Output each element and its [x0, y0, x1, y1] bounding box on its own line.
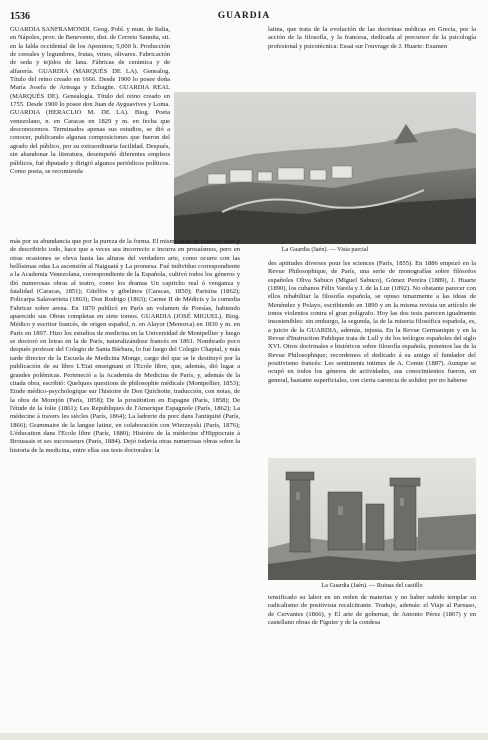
entry-text: más por su abundancia que por la pureza de la forma. El mismo afán de cantarlo todo y de describirlo todo, hace que a veces sea incorrecto e incurra en prosaísmos, pero en otras ocasiones se eleva hasta las alturas del verdadero arte, como ocurre con las bellísimas odas La ascensión al Naiguatá y La promesa. Fué individuo correspondiente a la Academia Venezolana, correspondiente de la Española, cultivó todos los géneros y dió numerosas obras al teatro, como los dramas Un capricho real ó venganza y fatalidad (Caracas, 1851); Güelfos y gibelinos (Caracas, 1850); Parisina (1862); Policarpa Salavarrieta (1863); Don Rodrigo (1863); Carme II de Médicis y la comedia Fabricar sobre arena. En 1870 publicó en París un volumen de Poesías, habiendo aparecido sus Obras completas en siete tomos. GUARDIA (JOSÉ MIGUEL). Biog. Médico y escritor francés, de origen español, n. en Alayor (Menorca) en 1830 y m. en París en 1897. Hizo los estudios de medicina en la Universidad de Montpellier y luego se doctoró en letras en la de París, naturalizándose francés en 1861. Nombrado poco después profesor del Colegio de Santa Bárbara, lo fué luego del Colegio Chaptal, y más tarde director de la Escuela de Medicina Monge, cargo del que se le destituyó por la publicación de su libro L'Etat enseignant et l'Ecole libre, que, además, dió lugar a grandes polémicas. Perteneció a la Academia de Medicina de París, y, además de la citada obra, escribió: Quelques questions de philosophie médicale (Montpellier, 1853); Etude médico-psychologique sur l'histoire de Don Quichotte, traducción, con notas, de la obra de Morejón (París, 1858); De la prostitution en Espagne (París, 1858); De l'étude de la folie (1861); Les Republiques de l'Amerique Espagnole (París, 1862); La médecine à travers les siècles (París, 1864); La ladrerie du porc dans l'antiquité (París, 1866); Grammaire de la langue latine, en colaboración con Wierzeyski (París, 1876); L'éducation dans l'Ecole libre (París, 1880); Histoire de la médecine d'Hippocrate à Broussais et ses successeurs (París, 1884). Dejó todavía otras numerosas obras sobre la historia de la medicina, entre ellas sus tesis doctorales: la [10, 238, 240, 454]
running-head: GUARDIA [217, 11, 271, 21]
photo-caption-partial-view: La Guardia (Jaén). — Vista parcial [281, 246, 369, 253]
entry-text: des aptitudes diverses pour les sciences (París, 1855). En 1886 empezó en la Revue Philosophique, de París, una serie de monografías sobre filósofos españoles Oliva Sabuco (Miguel Sabuco), Gómez Pereira (1889), J. Huarte (1890), los cubanos Félix Varela y J. de la Luz (1892). No obstante parecer con ellos rehabilitar la filosofía española, se opuso tenazmente a las ideas de Menéndez y Pelayo, escribiendo en 1890 y en la misma revista un artículo de tonos violentos contra el gran polígrafo. Hoy las dos tesis parecen igualmente insostenibles: sin embargo, la segunda, la de la miseria filosófica española, es, a juicio de la GUARDIA, además, injusta. En la Revue Germanique y en la Revue d'Instruction Publique trata de Lull y de los teólogos españoles del siglo XVI. Otros doctrinales e históricos sobre filosofía española, ponemos las de la Revue Philosophique; recordemos el dedicado á su amigo el fundador del positivismo francés: Les sentiments intimes de A. Comte (1887). Aunque se ocupó en todos los géneros de actividades, sus conocimientos fueron, en general, bastante superficiales, con cierta carencia de solidez por no haberse [268, 260, 476, 384]
page-header [10, 11, 478, 25]
photo-la-guardia-castle-ruins [268, 458, 476, 580]
right-column-top-text [268, 26, 476, 90]
castle-ruins-photo-image [268, 458, 476, 580]
photo-la-guardia-partial-view [174, 92, 476, 244]
landscape-photo-image [174, 92, 476, 244]
right-column-bottom-text [268, 594, 476, 722]
page-bottom-edge [0, 733, 488, 740]
entry-text: GUARDIA SANFRAMONDI. Geog. Pobl. y mun. de Italia, en Nápoles, prov. de Benevento, dist. de Cerreto Sannita, sit. en la falda occidental de los Apeninos; 5,000 h. Producción de cereales y legumbres, frutas, vinos, olivares. Fabricación de seda y tejidos de lana. Fábricas de cerámica y de alfarería. GUARDIA (MARQUÉS DE LA). Genealog. Título del reino creado en 1666. Desde 1900 lo posee doña María Josefa de Arteaga y Echagüe. GUARDIA REAL (MARQUÉS DE). Genealogía. Título del reino creado en 1755. Desde 1900 lo posee don Juan de Ayguavives y Loma. GUARDIA (HERACLIO M. DE LA). Biog. Poeta venezolano, n. en Caracas en 1829 y m. en fecha que desconocemos. Terminados apenas sus estudios, se dió a conocer, publicando algunas composiciones que fueron del agrado del público, por su extraordinaria facilidad. Después, sin abandonar la literatura, desempeñó diferentes empleos públicos, fué diputado y dirigió algunos periódicos políticos. Como poeta, se recomienda [10, 26, 170, 175]
entry-text: tensificado su labor en un orden de materias y no haber sabido templar su radicalismo de positivista recalcitrante. Tradujo, además: el Viaje al Parnaso, de Cervantes (1866), y El arte de gobernar, de Antonio Pérez (1867) y en castellano obras de Figuier y de la condesa [268, 594, 476, 627]
left-column-top-text [10, 26, 170, 238]
photo-caption-castle-ruins: La Guardia (Jaén). — Ruinas del castillo [321, 582, 423, 589]
left-column-bottom-text [10, 238, 240, 722]
right-column-middle-text [268, 260, 476, 448]
page-number: 1536 [10, 11, 30, 22]
entry-text: latina, que trata de la evolución de las doctrinas médicas en Grecia, por la acción de la filosofía, y la francesa, dedicada al precursor de la psicología profesional y psicotécnica: Essai sur l'ouvrage de J. Huarte: Examen [268, 26, 476, 50]
